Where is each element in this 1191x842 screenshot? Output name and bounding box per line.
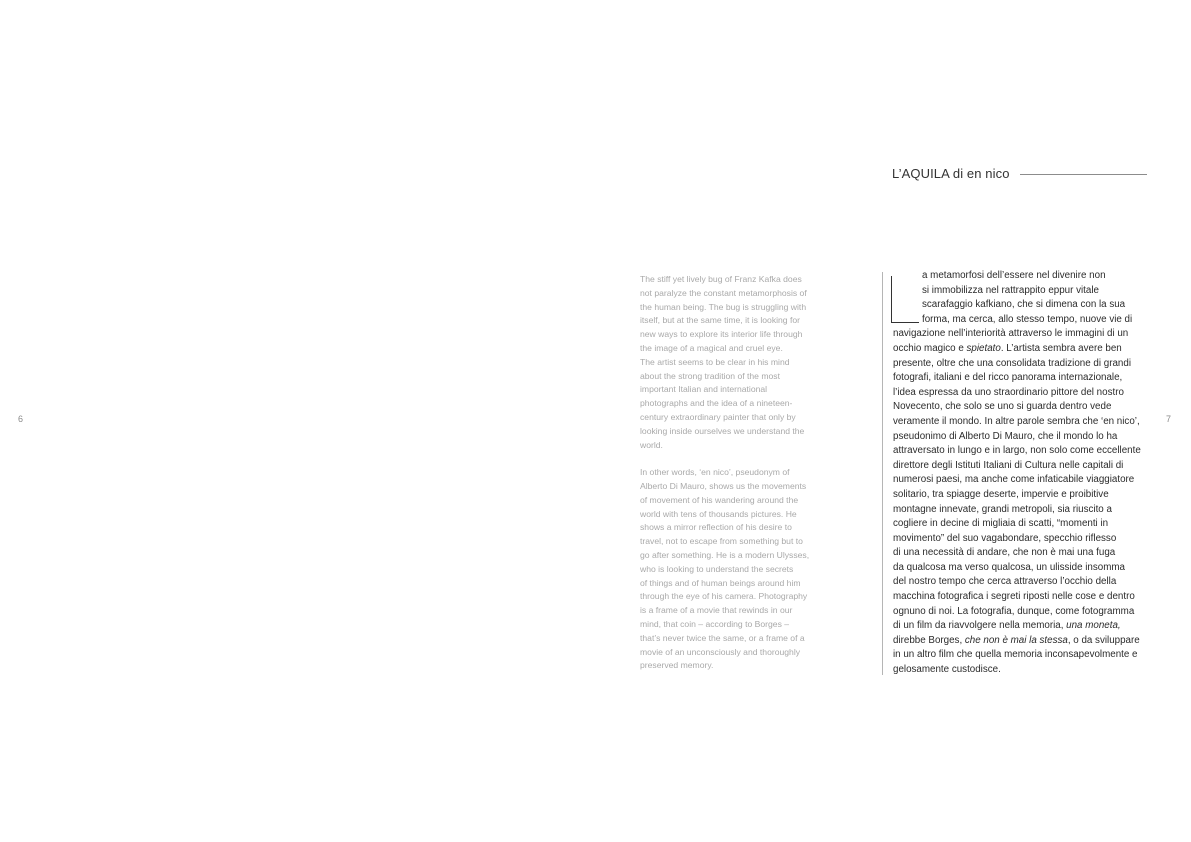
italian-line: in un altro film che quella memoria inconsapevolmente e xyxy=(893,649,1138,661)
english-line: In other words, ‘en nico’, pseudonym of xyxy=(640,467,790,478)
italian-italic-run: che non è mai la stessa xyxy=(964,634,1068,646)
english-line: not paralyze the constant metamorphosis of xyxy=(640,287,807,298)
italian-line: numerosi paesi, ma anche come infaticabile viaggiatore xyxy=(893,474,1135,486)
italian-line: da qualcosa ma verso qualcosa, un ulisside insomma xyxy=(893,561,1125,573)
italian-text-column xyxy=(893,269,1153,678)
page-number-right: 7 xyxy=(1166,414,1172,424)
italian-line: scarafaggio kafkiano, che si dimena con la sua xyxy=(922,299,1126,311)
english-line: go after something. He is a modern Ulysses, xyxy=(640,549,810,560)
italian-line: pseudonimo di Alberto Di Mauro, che il mondo lo ha xyxy=(893,430,1118,442)
english-line: about the strong tradition of the most xyxy=(640,370,780,381)
english-line: shows a mirror reflection of his desire to xyxy=(640,522,792,533)
english-line: itself, but at the same time, it is looking for xyxy=(640,315,801,326)
italian-line: a metamorfosi dell’essere nel divenire non xyxy=(922,270,1106,281)
english-line: travel, not to escape from something but to xyxy=(640,536,803,547)
english-line: of things and of human beings around him xyxy=(640,577,801,588)
english-line: world. xyxy=(640,439,663,450)
english-line: new ways to explore its interior life through xyxy=(640,329,803,340)
italian-line: solitario, tra spiagge deserte, impervie e proibitive xyxy=(893,488,1109,500)
italian-text-run: direbbe Borges, xyxy=(893,634,965,646)
italian-text-run: di un film da riavvolgere nella memoria, xyxy=(893,620,1067,632)
italian-line: veramente il mondo. In altre parole sembra che ‘en nico’, xyxy=(893,415,1140,427)
english-line: century extraordinary painter that only by xyxy=(640,411,796,422)
italian-line: attraversato in lungo e in largo, non solo come eccellente xyxy=(893,445,1141,457)
italian-italic-run: spietato xyxy=(966,342,1001,354)
english-line: photographs and the idea of a nineteen- xyxy=(640,398,793,409)
italian-line: navigazione nell’interiorità attraverso le immagini di un xyxy=(893,328,1129,340)
italian-line: ognuno di noi. La fotografia, dunque, come fotogramma xyxy=(893,605,1135,617)
english-line: preserved memory. xyxy=(640,660,714,671)
italian-line: del nostro tempo che cerca attraverso l’occhio della xyxy=(893,576,1117,588)
italian-line: fotografi, italiani e del ricco panorama internazionale, xyxy=(893,372,1123,384)
italian-line: direttore degli Istituti Italiani di Cultura nelle capitali di xyxy=(893,459,1124,471)
italian-text-run: . L’artista sembra avere ben xyxy=(1000,342,1122,354)
english-line: that’s never twice the same, or a frame of a xyxy=(640,632,805,643)
italian-line: cogliere in decine di migliaia di scatti, “momenti in xyxy=(893,518,1109,530)
italian-line: forma, ma cerca, allo stesso tempo, nuove vie di xyxy=(922,313,1133,325)
italian-line: Novecento, che solo se uno si guarda dentro vede xyxy=(893,401,1112,413)
section-title: L’AQUILA di en nico xyxy=(892,166,1010,181)
english-line: The artist seems to be clear in his mind xyxy=(640,356,790,367)
italian-line: macchina fotografica i segreti riposti nelle cose e dentro xyxy=(893,591,1135,603)
italian-text-run: , o da sviluppare xyxy=(1067,634,1140,646)
paragraph-gap xyxy=(640,452,825,466)
english-line: world with tens of thousands pictures. He xyxy=(640,508,797,519)
italian-line xyxy=(893,342,1153,357)
italian-line: di una necessità di andare, che non è mai una fuga xyxy=(893,547,1116,559)
english-line: the human being. The bug is struggling with xyxy=(640,301,807,312)
english-line: movie of an unconsciously and thoroughly xyxy=(640,646,801,657)
english-line: the image of a magical and cruel eye. xyxy=(640,342,783,353)
english-line: looking inside ourselves we understand the xyxy=(640,425,805,436)
italian-line: montagne innevate, grandi metropoli, sia riuscito a xyxy=(893,503,1112,515)
italian-italic-run: una moneta, xyxy=(1066,620,1121,632)
italian-line: gelosamente custodisce. xyxy=(893,664,1001,676)
english-line: important Italian and international xyxy=(640,384,768,395)
italian-line: presente, oltre che una consolidata tradizione di grandi xyxy=(893,357,1132,369)
italian-line: si immobilizza nel rattrappito eppur vitale xyxy=(922,284,1099,296)
italian-line xyxy=(893,619,1153,634)
english-line: Alberto Di Mauro, shows us the movements xyxy=(640,480,807,491)
english-text-column xyxy=(640,273,825,673)
italian-line: l’idea espressa da uno straordinario pittore del nostro xyxy=(893,386,1124,398)
italian-line xyxy=(893,634,1153,649)
english-line: The stiff yet lively bug of Franz Kafka does xyxy=(640,274,802,284)
english-line: of movement of his wandering around the xyxy=(640,494,799,505)
english-line: who is looking to understand the secrets xyxy=(640,563,794,574)
english-line: is a frame of a movie that rewinds in our xyxy=(640,605,793,616)
italian-line: movimento” del suo vagabondare, specchio riflesso xyxy=(893,532,1117,544)
column-divider xyxy=(882,272,883,675)
english-line: mind, that coin – according to Borges – xyxy=(640,618,790,629)
page-number-left: 6 xyxy=(18,414,24,424)
english-line: through the eye of his camera. Photography xyxy=(640,591,808,602)
title-rule xyxy=(1020,174,1147,175)
italian-text-run: occhio magico e xyxy=(893,342,967,354)
